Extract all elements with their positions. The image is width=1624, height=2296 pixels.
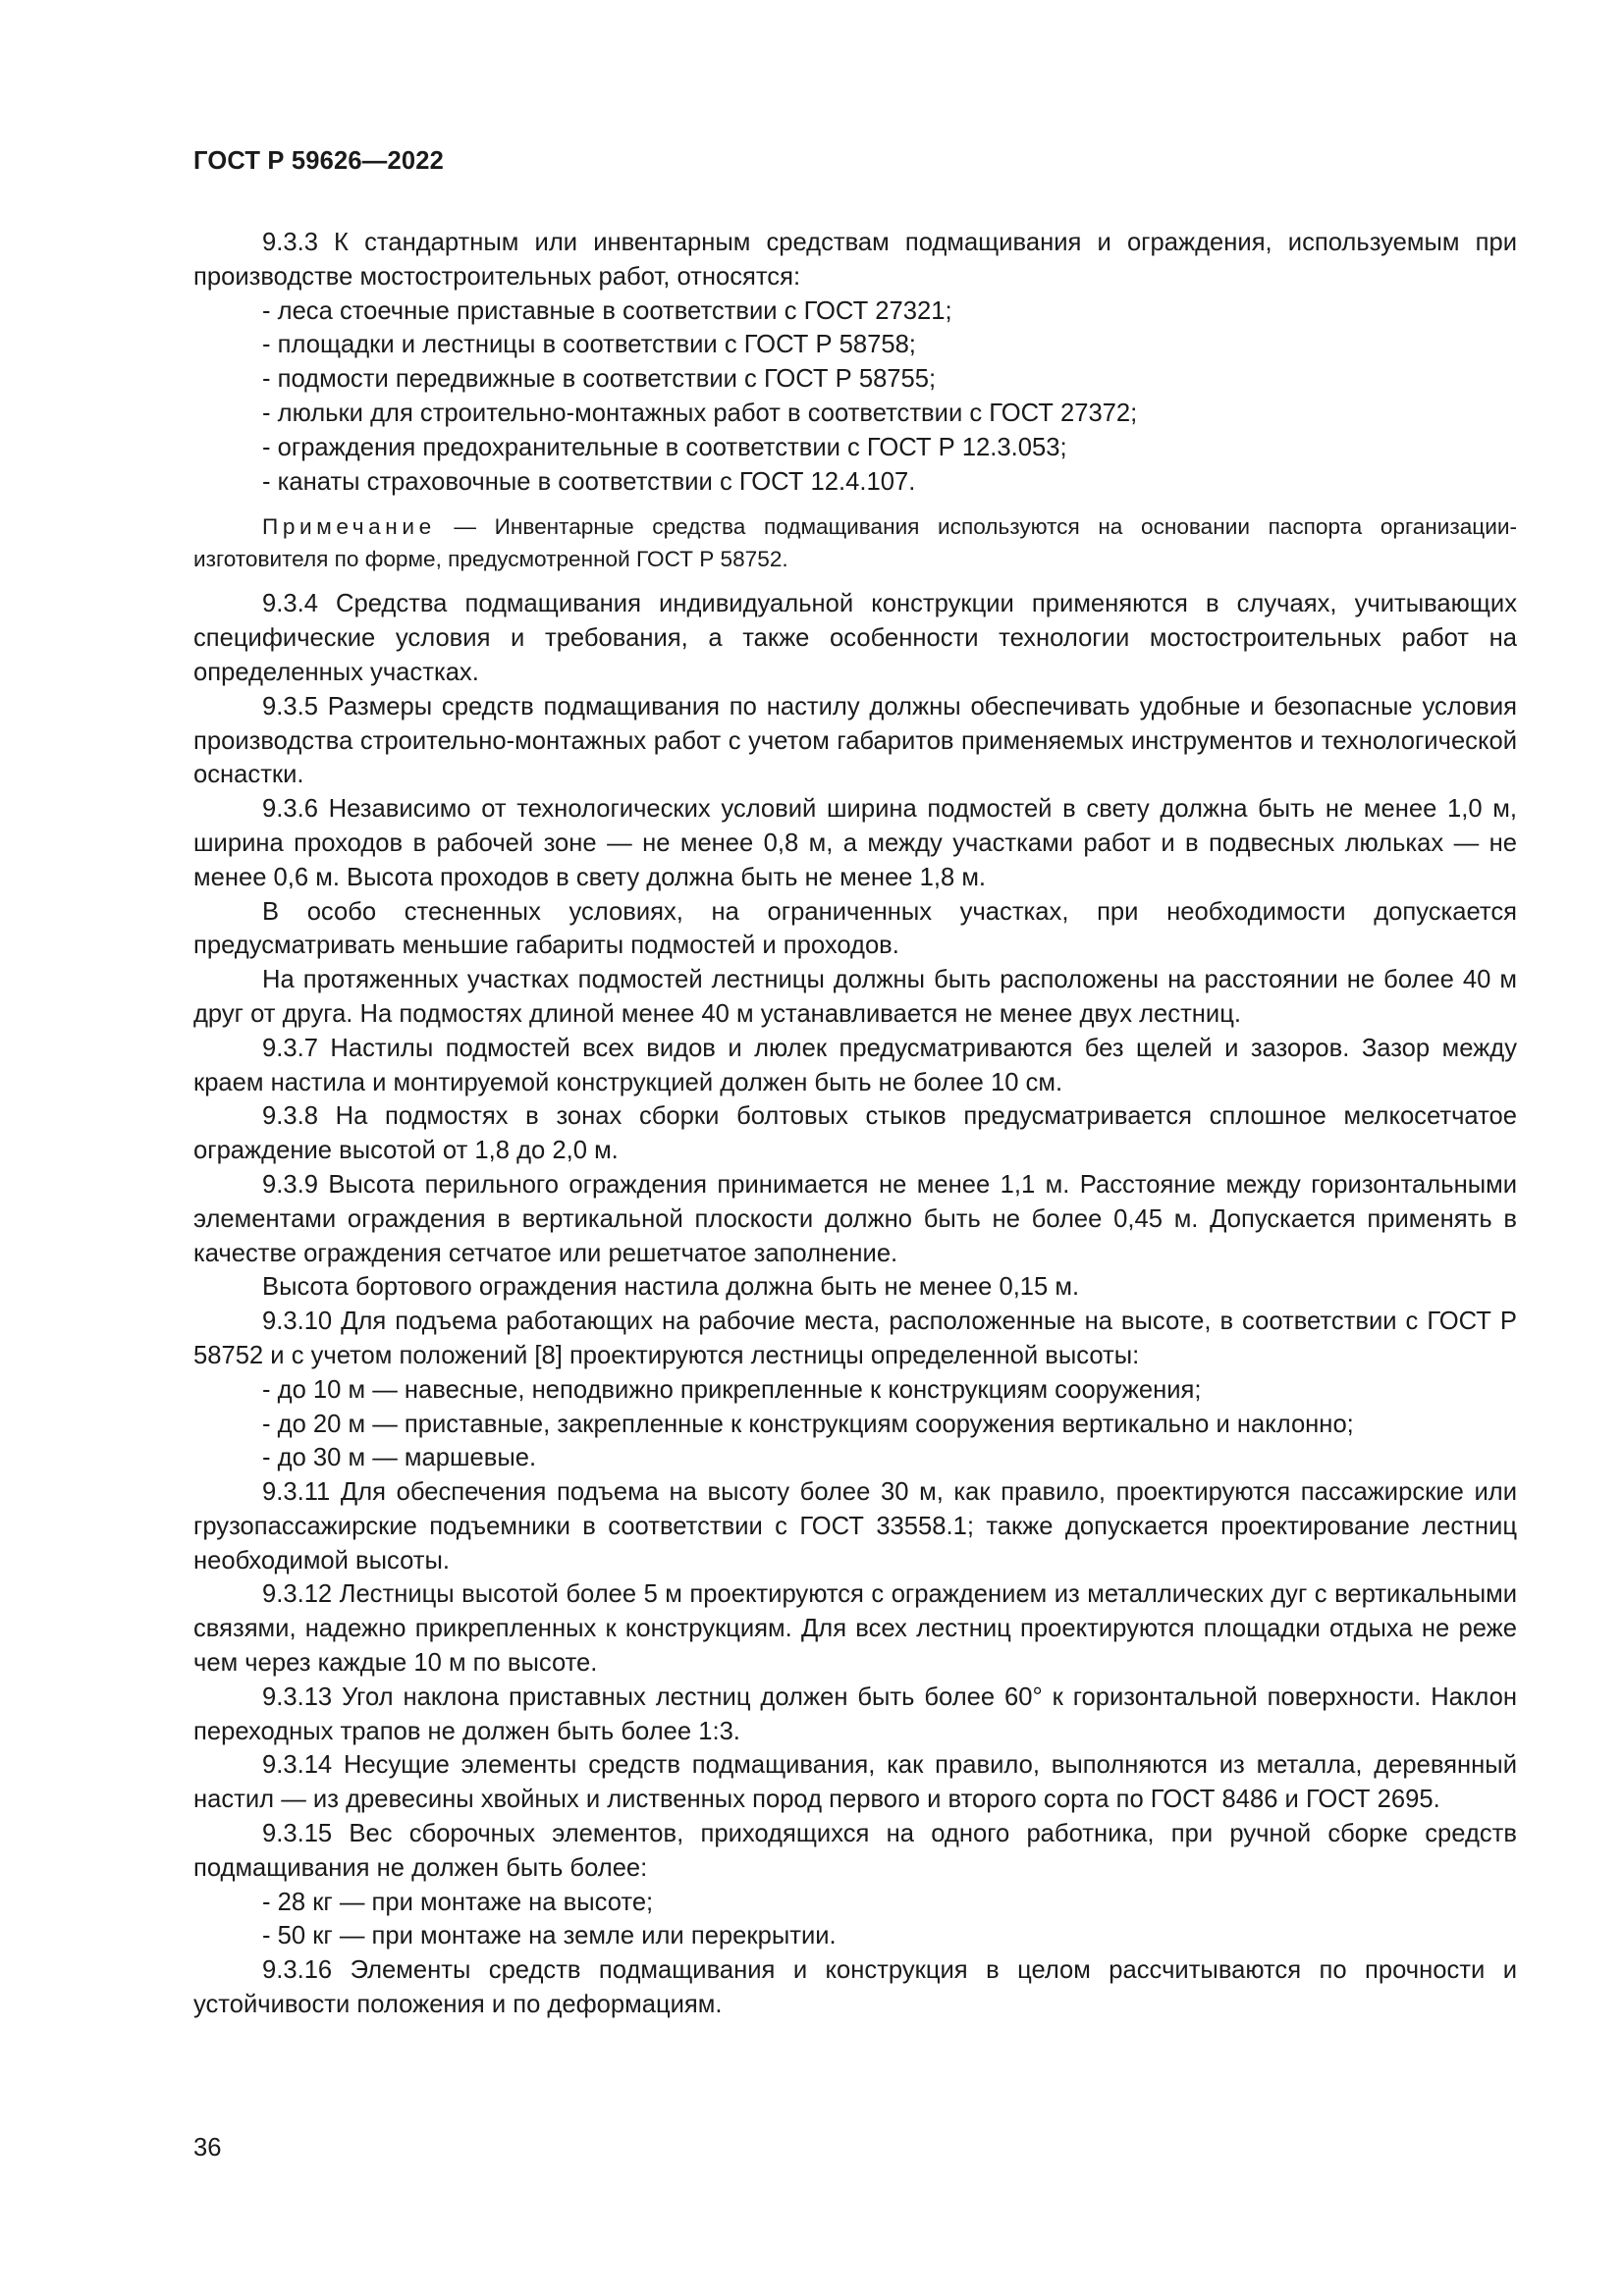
paragraph: Высота бортового ограждения настила должна быть не менее 0,15 м.: [262, 1273, 1080, 1302]
paragraph: 9.3.8 На подмостях в зонах сборки болтовых стыков предусматривается сплошное мелкосетчатое ограждение высотой от 1,8 до 2,0 м.: [193, 1102, 1517, 1165]
paragraph: 9.3.4 Средства подмащивания индивидуальной конструкции применяются в случаях, учитывающих специфические условия и требования, а также особенности технологии мостостроительных работ на определенных участках.: [193, 590, 1517, 686]
paragraph: 9.3.14 Несущие элементы средств подмащивания, как правило, выполняются из металла, деревянный настил — из древесины хвойных и лиственных пород первого и второго сорта по ГОСТ 8486 и ГОСТ 2695.: [193, 1751, 1517, 1814]
list-item: - люльки для строительно-монтажных работ в соответствии с ГОСТ 27372;: [262, 399, 1138, 427]
paragraph: 9.3.3 К стандартным или инвентарным средствам подмащивания и ограждения, используемым при производстве мостостроительных работ, относятся:: [193, 229, 1517, 291]
document-header-title: ГОСТ Р 59626—2022: [193, 147, 445, 175]
list-item: - 28 кг — при монтаже на высоте;: [262, 1888, 654, 1916]
paragraph: 9.3.11 Для обеспечения подъема на высоту более 30 м, как правило, проектируются пассажирские или грузопассажирские подъемники в соответствии с ГОСТ 33558.1; также допускается проектирование лестниц необходимой высоты.: [193, 1478, 1517, 1575]
paragraph: 9.3.9 Высота перильного ограждения принимается не менее 1,1 м. Расстояние между горизонтальными элементами ограждения в вертикальной плоскости должно быть не более 0,45 м. Допускается применять в качестве ограждения сетчатое или решетчатое заполнение.: [193, 1170, 1517, 1267]
paragraph: 9.3.12 Лестницы высотой более 5 м проектируются с ограждением из металлических дуг с вертикальными связями, надежно прикрепленных к конструкциям. Для всех лестниц проектируются площадки отдыха не реже чем через каждые 10 м по высоте.: [193, 1580, 1517, 1678]
list-item: - подмости передвижные в соответствии с ГОСТ Р 58755;: [262, 365, 937, 394]
paragraph: 9.3.10 Для подъема работающих на рабочие места, расположенные на высоте, в соответствии с ГОСТ Р 58752 и с учетом положений [8] проектируются лестницы определенной высоты:: [193, 1308, 1517, 1369]
note-text: — Инвентарные средства подмащивания используются на основании паспорта организации-изготовителя по форме, предусмотренной ГОСТ Р 58752.: [193, 514, 1517, 572]
paragraph: 9.3.16 Элементы средств подмащивания и конструкция в целом рассчитываются по прочности и устойчивости положения и по деформациям.: [193, 1956, 1517, 2019]
paragraph: 9.3.6 Независимо от технологических условий ширина подмостей в свету должна быть не менее 1,0 м, ширина проходов в рабочей зоне — не менее 0,8 м, а между участками работ и в подвесных люльках — не менее 0,6 м. Высота проходов в свету должна быть не менее 1,8 м.: [193, 795, 1517, 891]
list-item: - канаты страховочные в соответствии с ГОСТ 12.4.107.: [262, 467, 916, 496]
list-item: - до 10 м — навесные, неподвижно прикрепленные к конструкциям сооружения;: [262, 1375, 1202, 1404]
list-item: - 50 кг — при монтаже на земле или перекрытии.: [262, 1922, 837, 1950]
list-item: - до 30 м — маршевые.: [262, 1444, 537, 1472]
paragraph: В особо стесненных условиях, на ограниченных участках, при необходимости допускается предусматривать меньшие габариты подмостей и проходов.: [193, 897, 1517, 960]
paragraph: 9.3.5 Размеры средств подмащивания по настилу должны обеспечивать удобные и безопасные условия производства строительно-монтажных работ с учетом габаритов применяемых инструментов и технологической оснастки.: [193, 692, 1517, 789]
list-item: - до 20 м — приставные, закрепленные к конструкциям сооружения вертикально и наклонно;: [262, 1410, 1354, 1438]
note-paragraph: [193, 510, 1517, 575]
paragraph: 9.3.7 Настилы подмостей всех видов и люлек предусматриваются без щелей и зазоров. Зазор между краем настила и монтируемой конструкцией должен быть не более 10 см.: [193, 1034, 1517, 1096]
paragraph: 9.3.13 Угол наклона приставных лестниц должен быть более 60° к горизонтальной поверхности. Наклон переходных трапов не должен быть более 1:3.: [193, 1682, 1517, 1745]
paragraph: 9.3.15 Вес сборочных элементов, приходящихся на одного работника, при ручной сборке средств подмащивания не должен быть более:: [193, 1820, 1517, 1882]
document-body: [193, 226, 1517, 2022]
note-label: Примечание: [262, 514, 436, 540]
list-item: - ограждения предохранительные в соответствии с ГОСТ Р 12.3.053;: [262, 433, 1067, 461]
page-number: 36: [193, 2134, 222, 2162]
list-item: - площадки и лестницы в соответствии с ГОСТ Р 58758;: [262, 331, 916, 359]
list-item: - леса стоечные приставные в соответствии с ГОСТ 27321;: [262, 296, 952, 325]
paragraph: На протяженных участках подмостей лестницы должны быть расположены на расстоянии не более 40 м друг от друга. На подмостях длиной менее 40 м устанавливается не менее двух лестниц.: [193, 966, 1517, 1028]
